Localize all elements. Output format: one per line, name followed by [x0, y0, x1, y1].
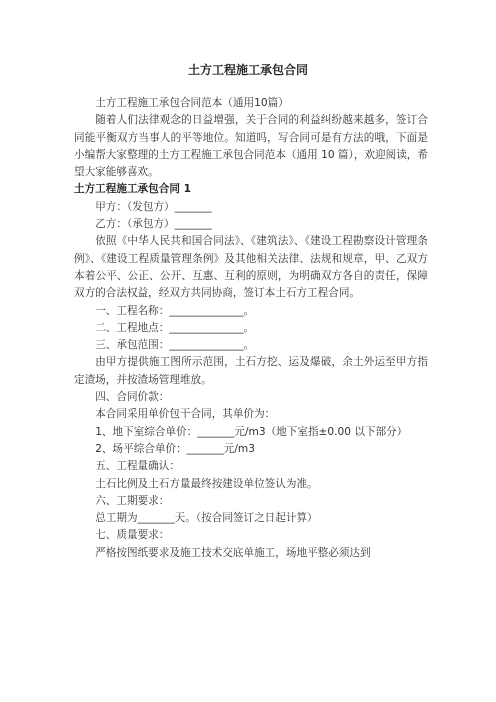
clause-quantity-confirmation: 五、工程量确认：: [95, 460, 180, 473]
intro-paragraph: 随着人们法律观念的日益增强，关于合同的利益纠纷越来越多，签订合同能平衡双方当事人的平等地位。知道吗，写合同可是有方法的哦，下面是小编帮大家整理的土方工程施工承包合同范本（通用 10 篇），欢迎阅读，希望大家能够喜欢。: [74, 114, 428, 179]
price-description: 本合同采用单价包干合同，其单价为：: [95, 408, 276, 421]
clause-quality: 七、质量要求：: [95, 529, 170, 542]
document-title: 土方工程施工承包合同: [187, 63, 308, 77]
clause-project-location: 二、工程地点：______________。: [95, 321, 255, 334]
price-item-basement: 1、地下室综合单价：_______元/m3（地下室指±0.00 以下部分）: [95, 425, 408, 438]
party-a-line: 甲方：（发包方）_______: [95, 200, 212, 213]
document-body: [74, 95, 428, 562]
price-item-site-leveling: 2、场平综合单价：_______元/m3: [95, 442, 255, 455]
quality-description: 严格按图纸要求及施工技术交底单施工，场地平整必须达到: [95, 546, 371, 559]
schedule-description: 总工期为_______天。（按合同签订之日起计算）: [95, 512, 318, 525]
clause-project-name: 一、工程名称：______________。: [95, 304, 255, 317]
clause-contract-scope: 三、承包范围：______________。: [95, 339, 255, 352]
clause-contract-price: 四、合同价款：: [95, 391, 170, 404]
quantity-description: 土石比例及土石方量最终按建设单位签认为准。: [95, 477, 318, 490]
section-heading: 土方工程施工承包合同 1: [74, 183, 191, 196]
intro-line: 土方工程施工承包合同范本（通用10篇）: [95, 97, 289, 109]
clause-schedule: 六、工期要求：: [95, 494, 170, 507]
party-b-line: 乙方：（承包方）_______: [95, 218, 212, 231]
legal-basis-paragraph: 依照《中华人民共和国合同法》、《建筑法》、《建设工程勘察设计管理条例》、《建设工程质量管理条例》及其他相关法律、法规和规章，甲、乙双方本着公平、公正、公开、互惠、互利的原则，为明确双方各自的责任，保障双方的合法权益，经双方共同协商，签订本土石方工程合同。: [74, 235, 428, 300]
scope-description: 由甲方提供施工图所示范围，土石方挖、运及爆破，余土外运至甲方指定渣场，并按渣场管理堆放。: [74, 356, 428, 386]
